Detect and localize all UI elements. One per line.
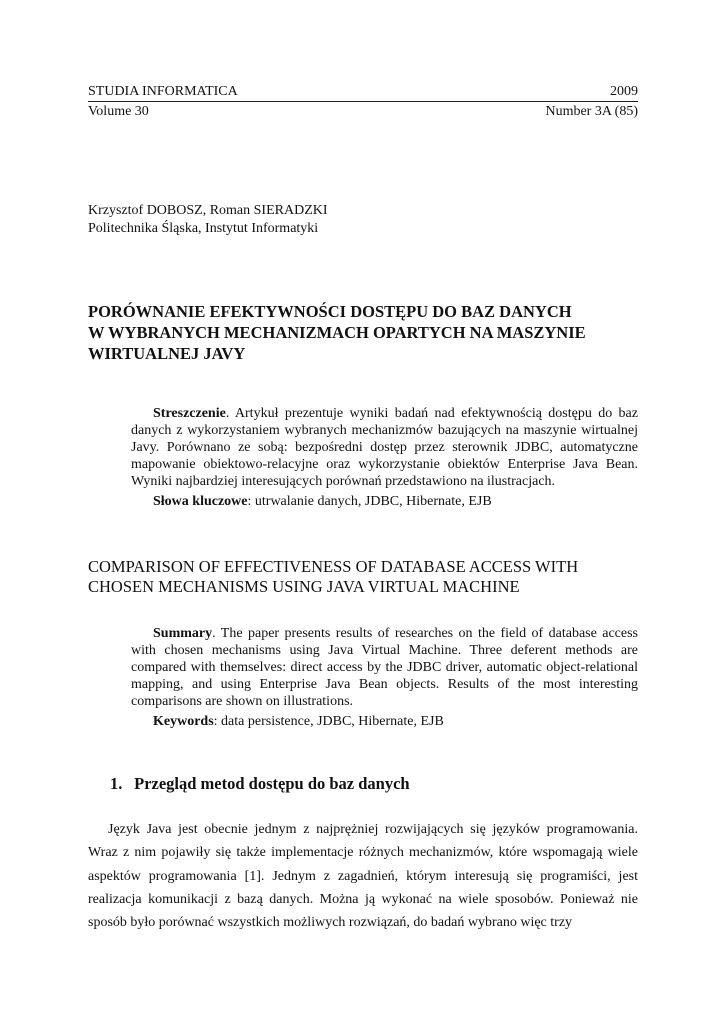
keywords-pl-label: Słowa kluczowe [153, 494, 248, 509]
abstract-pl-label: Streszczenie [153, 406, 226, 421]
paper-title-english [88, 557, 638, 597]
title-pl-line: W WYBRANYCH MECHANIZMACH OPARTYCH NA MASZYNIE [88, 323, 586, 342]
keywords-pl-list: : utrwalanie danych, JDBC, Hibernate, EJB [247, 494, 492, 509]
abstract-en-label: Summary [153, 626, 213, 641]
section-title: Przegląd metod dostępu do baz danych [134, 774, 410, 793]
keywords-polish [131, 493, 638, 510]
running-header-bottom [88, 103, 638, 120]
author-block [88, 202, 328, 238]
running-header-top [88, 83, 638, 100]
section-number: 1. [110, 774, 123, 793]
title-en-line: CHOSEN MECHANISMS USING JAVA VIRTUAL MACHINE [88, 577, 520, 596]
body-paragraph: Język Java jest obecnie jednym z najprężniej rozwijających się języków programowania. Wraz z nim pojawiły się także implementacje różnych mechanizmów, które wspomagają wiele aspektów programowania [1]. Jednym z zagadnień, którym interesują się programiści, jest realizacja komunikacji z bazą danych. Można ją wykonać na wiele sposobów. Ponieważ nie sposób było porównać wszystkich możliwych rozwiązań, do badań wybrano więc trzy [88, 822, 638, 931]
body-text [88, 818, 638, 934]
abstract-pl-text [131, 405, 638, 490]
paper-title-polish [88, 301, 638, 364]
abstract-english [131, 625, 638, 730]
journal-number: Number 3A (85) [545, 104, 638, 119]
abstract-en-text [131, 625, 638, 710]
keywords-en-label: Keywords [153, 714, 214, 729]
keywords-en-list: : data persistence, JDBC, Hibernate, EJB [213, 714, 444, 729]
abstract-en-body: . The paper presents results of researches on the field of database access with chosen mechanisms using Java Virtual Machine. Three deferent methods are compared with themselves: direct access by the JDBC driver, automatic object-relational mapping, and using Enterprise Java Bean objects. Results of the most interesting comparisons are shown on illustrations. [131, 626, 638, 709]
journal-year: 2009 [610, 84, 638, 99]
journal-volume: Volume 30 [88, 104, 149, 119]
abstract-polish [131, 405, 638, 510]
abstract-pl-body: . Artykuł prezentuje wyniki badań nad efektywnością dostępu do baz danych z wykorzystaniem wybranych mechanizmów bazujących na maszynie wirtualnej Javy. Porównano ze sobą: bezpośredni dostęp przez sterownik JDBC, automatyczne mapowanie obiektowo-relacyjne oraz wykorzystanie obiektów Enterprise Java Bean. Wyniki najbardziej interesujących porównań przedstawiono na ilustracjach. [131, 406, 638, 489]
author-names: Krzysztof DOBOSZ, Roman SIERADZKI [88, 203, 328, 218]
author-affiliation: Politechnika Śląska, Instytut Informatyki [88, 221, 319, 236]
section-heading [110, 774, 410, 794]
journal-name: STUDIA INFORMATICA [88, 84, 238, 99]
header-rule [88, 101, 638, 102]
title-pl-line: WIRTUALNEJ JAVY [88, 344, 246, 363]
keywords-english [131, 713, 638, 730]
title-en-line: COMPARISON OF EFFECTIVENESS OF DATABASE ACCESS WITH [88, 557, 579, 576]
title-pl-line: PORÓWNANIE EFEKTYWNOŚCI DOSTĘPU DO BAZ DANYCH [88, 302, 572, 321]
